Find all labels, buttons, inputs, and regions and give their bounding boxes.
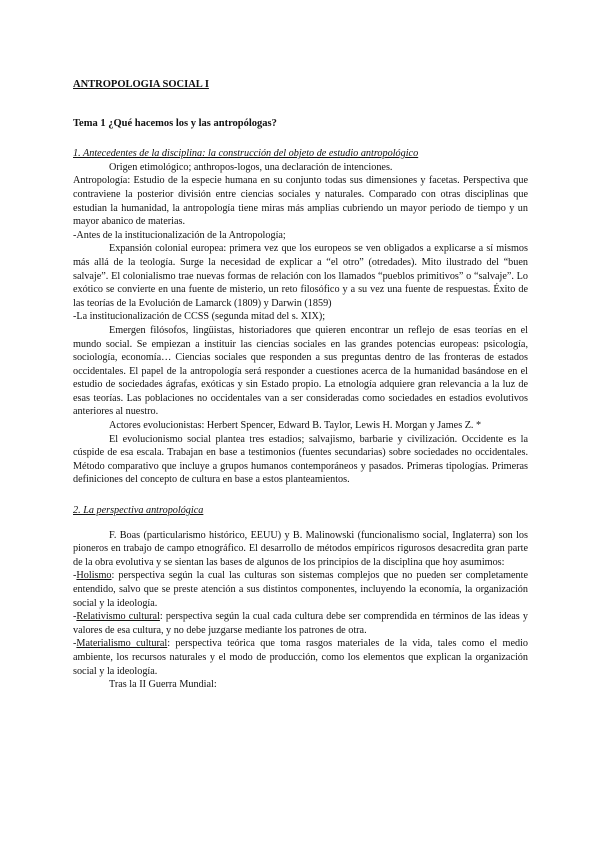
dash: -	[73, 638, 77, 650]
relativismo-term: Relativismo cultural	[76, 611, 160, 623]
section-2-heading: 2. La perspectiva antropológica	[73, 505, 204, 517]
holismo-term: Holismo	[76, 570, 112, 582]
section-1-heading: 1. Antecedentes de la disciplina: la construcción del objeto de estudio antropológico	[73, 148, 419, 160]
paragraph: -La institucionalización de CCSS (segunda mitad del s. XIX);	[73, 311, 326, 323]
materialismo-paragraph	[73, 637, 528, 678]
paragraph: Emergen filósofos, lingüistas, historiadores que quieren encontrar un reflejo de esas teorías en el mundo social. Se empiezan a instituir las ciencias sociales en las grandes potencias europeas: psicología, sociología, economía… Ciencias sociales que responden a sus preguntas dentro de las fronteras de estados occidentales. El papel de la antropología será responder a cuestiones acerca de la humanidad basándose en el estudio de sociedades ágrafas, exóticas y sin Estado propio. La etnología adquiere gran relevancia a la luz de esas teorías. Las poblaciones no occidentales van a ser consideradas como sociedades en estadios evolutivos anteriores al nuestro.	[73, 324, 528, 418]
paragraph: F. Boas (particularismo histórico, EEUU) y B. Malinowski (funcionalismo social, Inglaterra) son los pioneros en trabajo de campo etnográfico. El desarrollo de métodos empíricos rigurosos desacredita gran parte de la obra evolutiva y se sientan las bases de algunos de los principios de la disciplina que hoy asumimos:	[73, 529, 528, 568]
dash: -	[73, 570, 77, 582]
document-title: ANTROPOLOGIA SOCIAL I	[73, 79, 209, 90]
relativismo-paragraph	[73, 610, 528, 637]
paragraph: Expansión colonial europea: primera vez que los europeos se ven obligados a explicarse a sí mismos más allá de la teología. Surge la necesidad de explicar a “el otro” (otredades). Mito ilustrado del “buen salvaje”. El colonialismo trae nuevas formas de relación con los llamados “pueblos primitivos” o “salvaje”. Lo exótico se convierte en una fuente de misterio, un reto filosófico y a su vez una fuente de respuestas. Éxito de las teorías de la Evolución de Lamarck (1809) y Darwin (1859)	[73, 243, 528, 309]
paragraph: Tras la II Guerra Mundial:	[109, 679, 217, 691]
paragraph: Antropología: Estudio de la especie humana en su conjunto todas sus dimensiones y facetas. Perspectiva que contraviene la posterior división entre ciencias sociales y naturales. Comparado con otras disciplinas que estudian la humanidad, la antropología tiene miras más amplias cubriendo un mayor periodo de tiempo y un mayor abanico de materias.	[73, 175, 528, 228]
materialismo-term: Materialismo cultural	[76, 638, 168, 650]
paragraph: Actores evolucionistas: Herbert Spencer, Edward B. Taylor, Lewis H. Morgan y James Z. *	[109, 420, 482, 432]
holismo-paragraph	[73, 569, 528, 610]
paragraph: El evolucionismo social plantea tres estadios; salvajismo, barbarie y civilización. Occidente es la cúspide de esa escala. Trabajan en base a testimonios (fuentes secundarias) sobre sociedades no occidentales. Método comparativo que incluye a grupos humanos contemporáneos y pasados. Primeras tipologías. Primeras definiciones del concepto de cultura en base a estos planteamientos.	[73, 433, 528, 486]
holismo-definition: : perspectiva según la cual las culturas son sistemas complejos que no pueden ser completamente entendido, salvo que se preste atención a sus distintos componentes, incluyendo la economía, la organización social y la ideología.	[73, 570, 528, 609]
paragraph: Origen etimológico; anthropos-logos, una declaración de intenciones.	[109, 161, 393, 173]
relativismo-definition: : perspectiva según la cual cada cultura debe ser comprendida en términos de las ideas y valores de esa cultura, y no debe juzgarse mediante los patrones de otra.	[73, 611, 528, 636]
materialismo-definition: : perspectiva teórica que toma rasgos materiales de la vida, tales como el medio ambiente, los recursos naturales y el modo de producción, como los elementos que explican la organización social y la ideología.	[73, 638, 529, 677]
paragraph: -Antes de la institucionalización de la Antropología;	[73, 229, 286, 241]
document-subtitle: Tema 1 ¿Qué hacemos los y las antropólogas?	[73, 117, 277, 129]
dash: -	[73, 611, 77, 623]
